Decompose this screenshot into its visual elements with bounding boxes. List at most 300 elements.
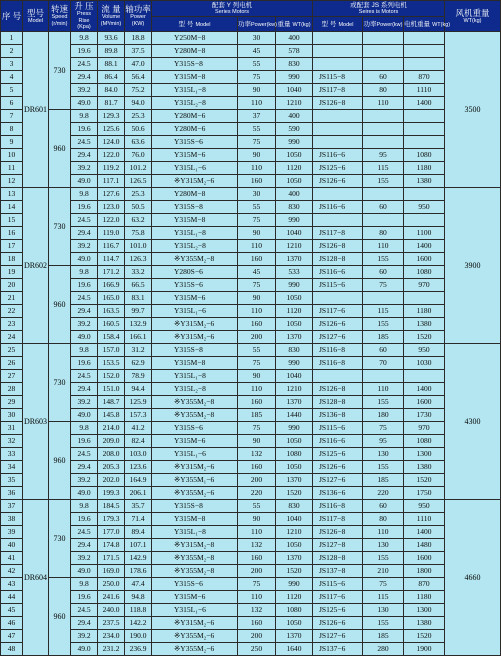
cell-volume: 88.1	[98, 57, 125, 70]
cell-power: 83.1	[125, 291, 152, 304]
cell-y-weight: 1640	[276, 642, 313, 655]
cell-seq: 39	[1, 525, 23, 538]
cell-js-power: 75	[363, 278, 404, 291]
cell-y-weight: 990	[276, 70, 313, 83]
table-row	[1, 512, 501, 525]
table-row	[1, 551, 501, 564]
cell-seq: 23	[1, 317, 23, 330]
cell-y-weight: 1040	[276, 369, 313, 382]
cell-js-weight: 1380	[404, 616, 445, 629]
cell-power: 75.8	[125, 226, 152, 239]
cell-pressure: 24.5	[71, 369, 98, 382]
cell-js-model: JS126−6	[313, 460, 363, 473]
cell-y-power: 75	[238, 135, 276, 148]
cell-seq: 47	[1, 629, 23, 642]
cell-js-weight: 1400	[404, 525, 445, 538]
cell-model: DR604	[23, 499, 49, 655]
col-header-js-type: 型 号 Model	[313, 17, 363, 31]
cell-pressure: 29.4	[71, 148, 98, 161]
cell-js-power: 60	[363, 499, 404, 512]
cell-seq: 6	[1, 96, 23, 109]
cell-power: 71.4	[125, 512, 152, 525]
cell-js-power: 110	[363, 96, 404, 109]
cell-volume: 209.0	[98, 434, 125, 447]
cell-y-weight: 1040	[276, 226, 313, 239]
cell-y-model: Y315L₁−8	[152, 226, 238, 239]
cell-speed: 730	[49, 499, 71, 577]
cell-js-weight	[404, 57, 445, 70]
cell-volume: 114.7	[98, 252, 125, 265]
col-header-speed: 转速 Speed (r/min)	[49, 1, 71, 32]
cell-y-model: ※Y355M₁−6	[152, 473, 238, 486]
cell-js-weight: 1080	[404, 148, 445, 161]
cell-power: 47.0	[125, 57, 152, 70]
cell-y-model: ※Y315M₂−8	[152, 538, 238, 551]
cell-y-weight: 1370	[276, 395, 313, 408]
cell-y-model: Y315M−6	[152, 148, 238, 161]
cell-seq: 38	[1, 512, 23, 525]
cell-js-model: JS126−8	[313, 525, 363, 538]
cell-y-model: ※Y355M₂−6	[152, 642, 238, 655]
cell-power: 76.0	[125, 148, 152, 161]
cell-fan-weight: 4300	[445, 343, 501, 499]
table-row	[1, 213, 501, 226]
cell-js-power: 155	[363, 460, 404, 473]
cell-pressure: 24.5	[71, 447, 98, 460]
cell-power: 47.4	[125, 577, 152, 590]
table-row	[1, 616, 501, 629]
cell-power: 62.9	[125, 356, 152, 369]
cell-seq: 33	[1, 447, 23, 460]
cell-y-model: Y250M−8	[152, 31, 238, 44]
cell-y-power: 75	[238, 278, 276, 291]
cell-js-weight: 1800	[404, 564, 445, 577]
cell-y-power: 90	[238, 512, 276, 525]
cell-speed: 960	[49, 421, 71, 499]
cell-speed: 730	[49, 187, 71, 265]
cell-js-power: 110	[363, 382, 404, 395]
cell-speed: 960	[49, 265, 71, 343]
cell-js-weight: 1400	[404, 239, 445, 252]
cell-seq: 34	[1, 460, 23, 473]
table-row	[1, 135, 501, 148]
table-row	[1, 577, 501, 590]
cell-volume: 127.6	[98, 187, 125, 200]
cell-js-model: JS116−6	[313, 148, 363, 161]
cell-js-weight: 1110	[404, 512, 445, 525]
cell-y-power: 75	[238, 421, 276, 434]
cell-seq: 26	[1, 356, 23, 369]
cell-pressure: 9.8	[71, 421, 98, 434]
cell-model: DR603	[23, 343, 49, 499]
cell-power: 50.5	[125, 200, 152, 213]
table-row	[1, 421, 501, 434]
table-row	[1, 317, 501, 330]
cell-y-model: ※Y355M₂−8	[152, 551, 238, 564]
cell-volume: 153.5	[98, 356, 125, 369]
col-header-seq: 序 号	[1, 1, 23, 32]
cell-pressure: 49.0	[71, 330, 98, 343]
cell-seq: 7	[1, 109, 23, 122]
cell-js-weight: 1400	[404, 382, 445, 395]
cell-y-power: 110	[238, 382, 276, 395]
cell-js-model: JS126−8	[313, 382, 363, 395]
cell-js-weight	[404, 291, 445, 304]
cell-volume: 171.2	[98, 265, 125, 278]
cell-y-model: Y315L₁−8	[152, 83, 238, 96]
cell-power: 78.9	[125, 369, 152, 382]
cell-power: 94.8	[125, 590, 152, 603]
cell-pressure: 24.5	[71, 291, 98, 304]
cell-js-model: JS117−8	[313, 83, 363, 96]
cell-y-model: Y280M−8	[152, 44, 238, 57]
cell-y-power: 90	[238, 369, 276, 382]
col-header-power: 轴功率 Power (KW)	[125, 1, 152, 32]
cell-y-model: ※Y315M₂−6	[152, 174, 238, 187]
cell-y-model: Y315M−6	[152, 590, 238, 603]
cell-y-weight: 1040	[276, 512, 313, 525]
cell-volume: 241.6	[98, 590, 125, 603]
cell-js-power: 180	[363, 408, 404, 421]
cell-y-weight: 1050	[276, 434, 313, 447]
cell-js-model	[313, 44, 363, 57]
cell-y-weight: 1120	[276, 590, 313, 603]
cell-js-model: JS127−8	[313, 538, 363, 551]
cell-seq: 5	[1, 83, 23, 96]
table-row	[1, 590, 501, 603]
cell-pressure: 19.6	[71, 200, 98, 213]
cell-y-weight: 1050	[276, 538, 313, 551]
cell-y-weight: 1440	[276, 408, 313, 421]
cell-js-model: JS117−8	[313, 226, 363, 239]
cell-y-weight: 1050	[276, 616, 313, 629]
table-row	[1, 473, 501, 486]
cell-power: 166.1	[125, 330, 152, 343]
cell-js-power: 80	[363, 512, 404, 525]
cell-js-power: 130	[363, 447, 404, 460]
cell-js-power	[363, 122, 404, 135]
col-header-js-power: 功率Power(kw)	[363, 17, 404, 31]
cell-js-power: 155	[363, 551, 404, 564]
col-header-js-motor: 或配套 JS 系列电机 Seires is Motors	[313, 1, 445, 17]
cell-y-power: 75	[238, 70, 276, 83]
cell-pressure: 19.6	[71, 122, 98, 135]
table-row	[1, 447, 501, 460]
cell-js-weight	[404, 369, 445, 382]
cell-y-power: 90	[238, 291, 276, 304]
table-row	[1, 31, 501, 44]
cell-power: 99.7	[125, 304, 152, 317]
cell-y-weight: 1520	[276, 486, 313, 499]
table-row	[1, 499, 501, 512]
cell-power: 18.8	[125, 31, 152, 44]
cell-y-model: ※Y355M₂−8	[152, 564, 238, 577]
table-row	[1, 278, 501, 291]
cell-y-weight: 1520	[276, 564, 313, 577]
cell-volume: 116.7	[98, 239, 125, 252]
cell-js-power: 75	[363, 577, 404, 590]
cell-fan-weight: 3900	[445, 187, 501, 343]
cell-pressure: 49.0	[71, 252, 98, 265]
table-row	[1, 122, 501, 135]
cell-volume: 250.0	[98, 577, 125, 590]
cell-power: 126.3	[125, 252, 152, 265]
cell-volume: 202.0	[98, 473, 125, 486]
cell-pressure: 39.2	[71, 317, 98, 330]
cell-pressure: 49.0	[71, 408, 98, 421]
cell-power: 125.9	[125, 395, 152, 408]
cell-y-weight: 1210	[276, 525, 313, 538]
cell-power: 142.2	[125, 616, 152, 629]
cell-y-weight: 1210	[276, 96, 313, 109]
cell-power: 82.4	[125, 434, 152, 447]
cell-volume: 123.0	[98, 200, 125, 213]
table-row	[1, 486, 501, 499]
cell-y-model: ※Y355M₂−8	[152, 252, 238, 265]
cell-seq: 2	[1, 44, 23, 57]
cell-pressure: 24.5	[71, 57, 98, 70]
cell-power: 89.4	[125, 525, 152, 538]
cell-y-weight: 1210	[276, 382, 313, 395]
table-row	[1, 291, 501, 304]
cell-volume: 93.6	[98, 31, 125, 44]
cell-seq: 40	[1, 538, 23, 551]
cell-seq: 37	[1, 499, 23, 512]
cell-volume: 214.0	[98, 421, 125, 434]
cell-js-weight: 1480	[404, 538, 445, 551]
cell-power: 94.4	[125, 382, 152, 395]
cell-volume: 152.0	[98, 369, 125, 382]
cell-js-weight	[404, 31, 445, 44]
cell-js-power: 80	[363, 83, 404, 96]
cell-js-power: 185	[363, 330, 404, 343]
cell-seq: 19	[1, 265, 23, 278]
cell-js-power: 115	[363, 590, 404, 603]
cell-volume: 177.0	[98, 525, 125, 538]
cell-js-power	[363, 369, 404, 382]
cell-seq: 12	[1, 174, 23, 187]
cell-y-weight: 990	[276, 278, 313, 291]
cell-js-power: 185	[363, 629, 404, 642]
cell-y-model: Y315M−8	[152, 512, 238, 525]
cell-volume: 240.0	[98, 603, 125, 616]
cell-y-power: 110	[238, 525, 276, 538]
cell-y-model: Y315L₁−6	[152, 603, 238, 616]
cell-y-power: 30	[238, 187, 276, 200]
cell-volume: 208.0	[98, 447, 125, 460]
cell-y-power: 30	[238, 31, 276, 44]
cell-y-weight: 1050	[276, 174, 313, 187]
cell-power: 178.6	[125, 564, 152, 577]
cell-js-power	[363, 187, 404, 200]
table-row	[1, 226, 501, 239]
cell-y-model: ※Y315M₂−6	[152, 317, 238, 330]
cell-power: 157.3	[125, 408, 152, 421]
cell-y-weight: 1080	[276, 447, 313, 460]
table-row	[1, 343, 501, 356]
cell-volume: 81.7	[98, 96, 125, 109]
cell-js-weight: 970	[404, 421, 445, 434]
table-row	[1, 239, 501, 252]
cell-speed: 960	[49, 577, 71, 655]
cell-y-weight: 400	[276, 187, 313, 200]
table-row	[1, 252, 501, 265]
cell-pressure: 9.8	[71, 343, 98, 356]
cell-js-model: JS116−8	[313, 343, 363, 356]
cell-y-weight: 590	[276, 122, 313, 135]
cell-volume: 125.6	[98, 122, 125, 135]
cell-js-weight: 1600	[404, 395, 445, 408]
cell-js-power: 155	[363, 252, 404, 265]
cell-y-weight: 1210	[276, 239, 313, 252]
cell-js-weight	[404, 122, 445, 135]
cell-js-power: 115	[363, 161, 404, 174]
cell-y-weight: 830	[276, 499, 313, 512]
cell-js-weight: 1520	[404, 473, 445, 486]
cell-js-weight	[404, 44, 445, 57]
cell-js-power	[363, 135, 404, 148]
cell-pressure: 19.6	[71, 512, 98, 525]
cell-js-model: JS125−6	[313, 603, 363, 616]
cell-volume: 165.0	[98, 291, 125, 304]
cell-js-model: JS137−8	[313, 564, 363, 577]
cell-y-model: Y280M−6	[152, 109, 238, 122]
cell-js-weight: 950	[404, 343, 445, 356]
cell-y-model: Y315S−6	[152, 135, 238, 148]
cell-y-weight: 1370	[276, 252, 313, 265]
cell-volume: 174.8	[98, 538, 125, 551]
cell-power: 126.5	[125, 174, 152, 187]
cell-js-power: 110	[363, 525, 404, 538]
cell-js-power: 210	[363, 564, 404, 577]
cell-seq: 31	[1, 421, 23, 434]
cell-y-model: Y280M−6	[152, 122, 238, 135]
cell-pressure: 39.2	[71, 161, 98, 174]
cell-js-model	[313, 57, 363, 70]
table-row	[1, 174, 501, 187]
cell-seq: 46	[1, 616, 23, 629]
cell-pressure: 39.2	[71, 551, 98, 564]
cell-y-model: Y315L₁−6	[152, 304, 238, 317]
cell-seq: 8	[1, 122, 23, 135]
cell-y-model: Y315M−8	[152, 356, 238, 369]
cell-seq: 29	[1, 395, 23, 408]
cell-y-model: Y315S−8	[152, 343, 238, 356]
table-row	[1, 96, 501, 109]
cell-js-weight: 870	[404, 70, 445, 83]
cell-power: 33.2	[125, 265, 152, 278]
cell-y-model: ※Y355M₂−8	[152, 395, 238, 408]
cell-js-model: JS128−8	[313, 551, 363, 564]
cell-y-model: ※Y355M₂−6	[152, 486, 238, 499]
cell-volume: 158.4	[98, 330, 125, 343]
cell-y-model: Y315M−8	[152, 70, 238, 83]
cell-js-model: JS117−6	[313, 304, 363, 317]
cell-y-model: Y315S−8	[152, 200, 238, 213]
cell-y-weight: 400	[276, 109, 313, 122]
col-header-model: 型号 Model	[23, 1, 49, 32]
cell-y-weight: 990	[276, 213, 313, 226]
cell-y-power: 90	[238, 148, 276, 161]
cell-js-power: 60	[363, 200, 404, 213]
cell-pressure: 29.4	[71, 226, 98, 239]
cell-js-weight: 1180	[404, 304, 445, 317]
cell-seq: 25	[1, 343, 23, 356]
cell-pressure: 24.5	[71, 603, 98, 616]
cell-y-power: 110	[238, 590, 276, 603]
cell-power: 50.6	[125, 122, 152, 135]
cell-y-power: 90	[238, 83, 276, 96]
cell-y-weight: 990	[276, 577, 313, 590]
cell-pressure: 24.5	[71, 525, 98, 538]
cell-seq: 42	[1, 564, 23, 577]
cell-js-model: JS128−8	[313, 252, 363, 265]
table-row	[1, 603, 501, 616]
cell-seq: 35	[1, 473, 23, 486]
cell-y-model: ※Y315M₂−6	[152, 460, 238, 473]
cell-js-weight: 950	[404, 499, 445, 512]
cell-js-model: JS136−8	[313, 408, 363, 421]
cell-js-weight: 1600	[404, 551, 445, 564]
cell-y-weight: 1120	[276, 304, 313, 317]
cell-y-model: Y315L₁−8	[152, 525, 238, 538]
cell-y-weight: 1050	[276, 148, 313, 161]
table-row	[1, 408, 501, 421]
cell-pressure: 49.0	[71, 174, 98, 187]
cell-power: 63.6	[125, 135, 152, 148]
cell-y-model: ※Y315M₂−6	[152, 330, 238, 343]
cell-y-weight: 1370	[276, 551, 313, 564]
cell-volume: 171.5	[98, 551, 125, 564]
cell-js-model: JS116−8	[313, 499, 363, 512]
cell-seq: 11	[1, 161, 23, 174]
cell-y-weight: 533	[276, 265, 313, 278]
cell-pressure: 49.0	[71, 486, 98, 499]
cell-power: 190.0	[125, 629, 152, 642]
cell-y-model: Y315L₂−8	[152, 239, 238, 252]
cell-js-model	[313, 213, 363, 226]
cell-power: 103.0	[125, 447, 152, 460]
cell-y-power: 160	[238, 252, 276, 265]
cell-js-model	[313, 135, 363, 148]
cell-power: 164.9	[125, 473, 152, 486]
cell-power: 236.9	[125, 642, 152, 655]
cell-y-model: Y315L₁−6	[152, 161, 238, 174]
cell-power: 75.2	[125, 83, 152, 96]
col-header-y-weight: 重量 WT(kg)	[276, 17, 313, 31]
cell-y-model: Y315M−6	[152, 291, 238, 304]
cell-volume: 157.0	[98, 343, 125, 356]
cell-y-power: 160	[238, 395, 276, 408]
cell-y-power: 160	[238, 551, 276, 564]
cell-pressure: 19.6	[71, 434, 98, 447]
cell-seq: 27	[1, 369, 23, 382]
cell-y-weight: 830	[276, 343, 313, 356]
cell-js-power	[363, 109, 404, 122]
cell-js-model	[313, 291, 363, 304]
cell-y-power: 110	[238, 161, 276, 174]
cell-seq: 36	[1, 486, 23, 499]
cell-volume: 166.9	[98, 278, 125, 291]
cell-js-power: 70	[363, 356, 404, 369]
cell-y-weight: 578	[276, 44, 313, 57]
cell-js-model: JS117−6	[313, 590, 363, 603]
cell-y-power: 110	[238, 239, 276, 252]
table-row	[1, 538, 501, 551]
cell-y-power: 45	[238, 265, 276, 278]
cell-js-weight: 1380	[404, 174, 445, 187]
cell-y-power: 75	[238, 213, 276, 226]
